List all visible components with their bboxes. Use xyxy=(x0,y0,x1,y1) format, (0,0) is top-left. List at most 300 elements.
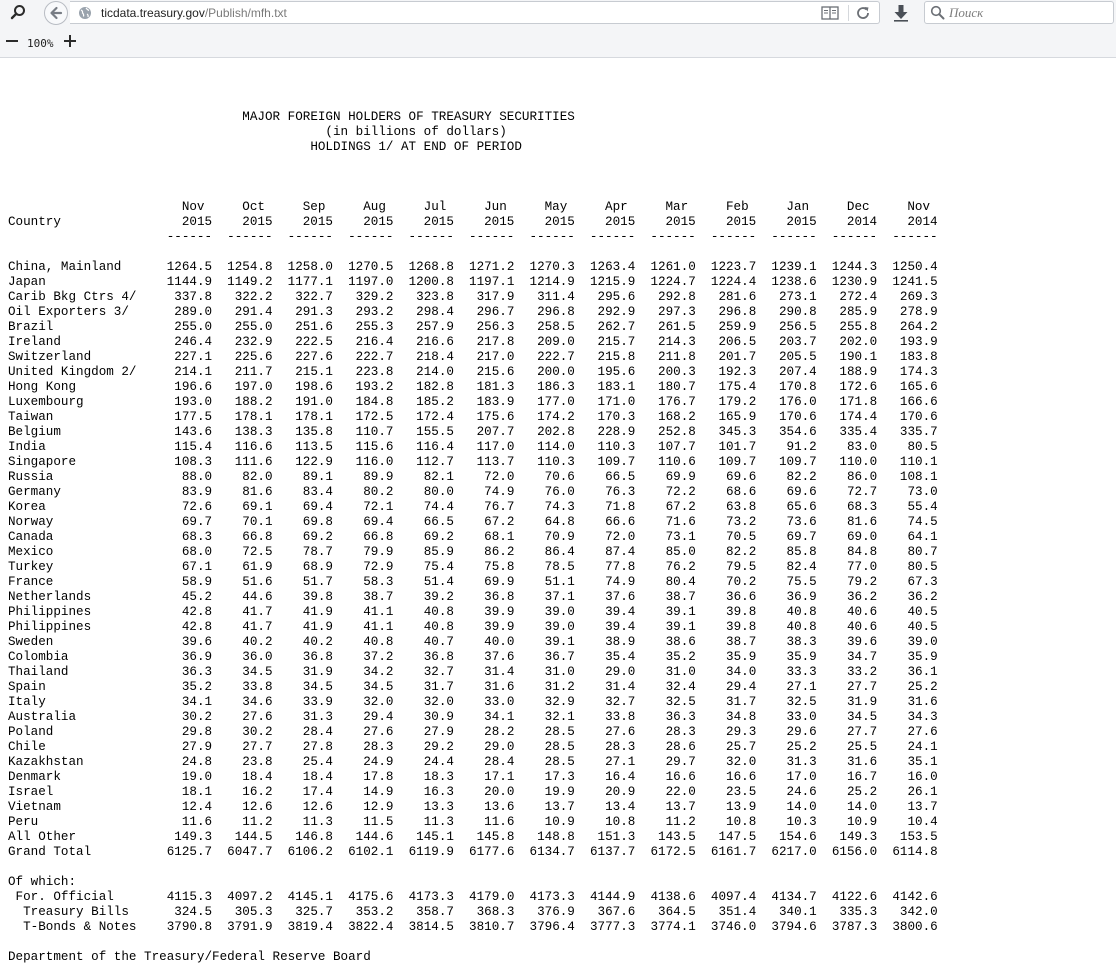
row-country: Ireland xyxy=(8,335,152,349)
table-row xyxy=(8,425,938,439)
row-value: 215.1 xyxy=(272,365,333,379)
row-value: 10.9 xyxy=(514,815,575,829)
magnifier-icon xyxy=(930,5,945,20)
row-value: 335.7 xyxy=(877,425,938,439)
row-value: 40.8 xyxy=(756,620,817,634)
row-value: 10.3 xyxy=(756,815,817,829)
row-value: 170.3 xyxy=(574,410,636,424)
row-value: 1149.2 xyxy=(212,275,273,289)
row-value: 70.1 xyxy=(212,515,273,529)
doc-subtitle-pad xyxy=(8,125,325,139)
row-value: 148.8 xyxy=(514,830,575,844)
table-row xyxy=(8,290,938,304)
row-value: 149.3 xyxy=(816,830,878,844)
row-value: 354.6 xyxy=(756,425,817,439)
row-value: 345.3 xyxy=(695,425,757,439)
sub-row-value: 3791.9 xyxy=(212,920,273,934)
row-value: 16.6 xyxy=(695,770,757,784)
row-value: 215.6 xyxy=(453,365,515,379)
row-value: 36.9 xyxy=(151,650,213,664)
row-value: 110.7 xyxy=(333,425,394,439)
row-value: 251.6 xyxy=(272,320,333,334)
row-value: 40.8 xyxy=(333,635,394,649)
row-value: 24.8 xyxy=(151,755,213,769)
row-value: 17.0 xyxy=(756,770,817,784)
row-value: 28.6 xyxy=(635,740,696,754)
row-country: Canada xyxy=(8,530,152,544)
row-value: 255.3 xyxy=(333,320,394,334)
row-value: 25.2 xyxy=(877,680,938,694)
doc-title-pad xyxy=(8,110,242,124)
row-value: 25.4 xyxy=(272,755,333,769)
row-value: 116.6 xyxy=(212,440,273,454)
row-value: 16.2 xyxy=(212,785,273,799)
row-value: 1200.8 xyxy=(393,275,454,289)
table-row xyxy=(8,260,938,274)
row-value: 36.2 xyxy=(816,590,878,604)
row-value: 76.7 xyxy=(453,500,515,514)
row-value: 1270.5 xyxy=(333,260,394,274)
row-value: 14.0 xyxy=(816,800,878,814)
row-value: 80.4 xyxy=(635,575,696,589)
row-value: 40.2 xyxy=(272,635,333,649)
row-value: 79.9 xyxy=(333,545,394,559)
row-value: 34.8 xyxy=(695,710,757,724)
row-value: 26.1 xyxy=(877,785,938,799)
table-row xyxy=(8,515,938,529)
row-value: 70.5 xyxy=(695,530,757,544)
row-value: 110.3 xyxy=(574,440,636,454)
row-value: 68.0 xyxy=(151,545,213,559)
table-row xyxy=(8,725,938,739)
row-value: 1239.1 xyxy=(756,260,817,274)
row-value: 69.4 xyxy=(272,500,333,514)
row-value: 1224.7 xyxy=(635,275,696,289)
back-button[interactable] xyxy=(44,1,68,25)
row-value: 175.4 xyxy=(695,380,757,394)
sub-row-value: 3814.5 xyxy=(393,920,454,934)
row-value: 80.0 xyxy=(393,485,454,499)
search-bar[interactable] xyxy=(924,1,1114,24)
row-value: 13.4 xyxy=(574,800,636,814)
row-country: Switzerland xyxy=(8,350,152,364)
row-value: 23.8 xyxy=(212,755,273,769)
row-value: 34.5 xyxy=(272,680,333,694)
row-value: 83.4 xyxy=(272,485,333,499)
row-value: 35.9 xyxy=(695,650,757,664)
row-value: 39.9 xyxy=(453,605,515,619)
row-value: 317.9 xyxy=(453,290,515,304)
sub-row xyxy=(8,920,938,934)
row-value: 6217.0 xyxy=(756,845,817,859)
row-value: 185.2 xyxy=(393,395,454,409)
row-value: 24.1 xyxy=(877,740,938,754)
row-value: 1230.9 xyxy=(816,275,878,289)
row-value: 11.2 xyxy=(212,815,273,829)
row-value: 14.0 xyxy=(756,800,817,814)
row-value: 200.3 xyxy=(635,365,696,379)
row-value: 6119.9 xyxy=(393,845,454,859)
row-value: 113.7 xyxy=(453,455,515,469)
sub-row-value: 342.0 xyxy=(877,905,938,919)
row-value: 34.7 xyxy=(816,650,878,664)
row-value: 38.7 xyxy=(635,590,696,604)
row-value: 298.4 xyxy=(393,305,454,319)
row-value: 170.6 xyxy=(756,410,817,424)
row-value: 116.4 xyxy=(393,440,454,454)
row-value: 40.8 xyxy=(393,620,454,634)
row-value: 186.3 xyxy=(514,380,575,394)
row-value: 78.7 xyxy=(272,545,333,559)
row-country: Vietnam xyxy=(8,800,152,814)
row-value: 176.7 xyxy=(635,395,696,409)
footer-text: Department of the Treasury/Federal Reserve Board xyxy=(8,950,371,964)
row-value: 35.9 xyxy=(877,650,938,664)
zoom-level[interactable]: 100% xyxy=(27,37,54,50)
row-value: 89.1 xyxy=(272,470,333,484)
sub-row-value: 364.5 xyxy=(635,905,696,919)
row-value: 69.9 xyxy=(453,575,515,589)
row-value: 30.2 xyxy=(151,710,213,724)
row-value: 28.5 xyxy=(514,740,575,754)
row-value: 172.4 xyxy=(393,410,454,424)
table-row xyxy=(8,500,938,514)
row-value: 176.0 xyxy=(756,395,817,409)
row-value: 39.6 xyxy=(816,635,878,649)
row-value: 29.3 xyxy=(695,725,757,739)
row-value: 188.2 xyxy=(212,395,273,409)
row-country: Germany xyxy=(8,485,152,499)
row-value: 110.3 xyxy=(514,455,575,469)
table-row xyxy=(8,695,938,709)
row-value: 19.9 xyxy=(514,785,575,799)
row-value: 16.7 xyxy=(816,770,878,784)
row-value: 27.6 xyxy=(877,725,938,739)
row-value: 227.1 xyxy=(151,350,213,364)
row-value: 38.3 xyxy=(756,635,817,649)
row-value: 40.6 xyxy=(816,605,878,619)
row-value: 110.0 xyxy=(816,455,878,469)
row-value: 68.1 xyxy=(453,530,515,544)
row-value: 1263.4 xyxy=(574,260,636,274)
row-value: 39.1 xyxy=(635,620,696,634)
row-value: 41.1 xyxy=(333,620,394,634)
row-value: 40.5 xyxy=(877,620,938,634)
sub-row-value: 4134.7 xyxy=(756,890,817,904)
row-value: 74.9 xyxy=(574,575,636,589)
row-value: 11.3 xyxy=(272,815,333,829)
row-value: 39.1 xyxy=(514,635,575,649)
row-value: 135.8 xyxy=(272,425,333,439)
row-value: 1264.5 xyxy=(151,260,213,274)
table-row xyxy=(8,710,938,724)
table-row xyxy=(8,740,938,754)
row-value: 295.6 xyxy=(574,290,636,304)
row-value: 296.8 xyxy=(695,305,757,319)
row-value: 33.0 xyxy=(453,695,515,709)
row-value: 28.4 xyxy=(453,755,515,769)
row-value: 222.7 xyxy=(514,350,575,364)
row-value: 29.4 xyxy=(695,680,757,694)
row-value: 67.2 xyxy=(453,515,515,529)
row-value: 20.9 xyxy=(574,785,636,799)
row-value: 74.4 xyxy=(393,500,454,514)
row-value: 80.5 xyxy=(877,440,938,454)
zoom-in-button[interactable] xyxy=(64,35,76,47)
row-country: Luxembourg xyxy=(8,395,152,409)
row-value: 165.6 xyxy=(877,380,938,394)
row-value: 180.7 xyxy=(635,380,696,394)
row-value: 6125.7 xyxy=(151,845,213,859)
row-value: 27.6 xyxy=(333,725,394,739)
row-country: Carib Bkg Ctrs 4/ xyxy=(8,290,152,304)
url-separator xyxy=(848,5,849,21)
row-value: 198.6 xyxy=(272,380,333,394)
row-value: 73.6 xyxy=(756,515,817,529)
sub-row xyxy=(8,905,938,919)
row-value: 6106.2 xyxy=(272,845,333,859)
row-value: 37.1 xyxy=(514,590,575,604)
row-value: 18.4 xyxy=(212,770,273,784)
row-value: 82.1 xyxy=(393,470,454,484)
row-value: 10.8 xyxy=(695,815,757,829)
row-value: 32.7 xyxy=(393,665,454,679)
row-value: 86.4 xyxy=(514,545,575,559)
row-value: 35.1 xyxy=(877,755,938,769)
row-value: 222.7 xyxy=(333,350,394,364)
row-value: 78.5 xyxy=(514,560,575,574)
row-value: 107.7 xyxy=(635,440,696,454)
row-value: 68.3 xyxy=(151,530,213,544)
download-icon[interactable] xyxy=(892,4,910,22)
row-value: 6156.0 xyxy=(816,845,878,859)
row-value: 70.9 xyxy=(514,530,575,544)
row-value: 34.3 xyxy=(877,710,938,724)
url-text[interactable] xyxy=(101,6,287,20)
reader-view-icon[interactable] xyxy=(821,5,839,21)
row-value: 39.6 xyxy=(151,635,213,649)
sub-row-value: 358.7 xyxy=(393,905,454,919)
row-value: 39.8 xyxy=(272,590,333,604)
row-value: 85.9 xyxy=(393,545,454,559)
row-value: 69.2 xyxy=(272,530,333,544)
sub-row-value: 4173.3 xyxy=(514,890,575,904)
row-value: 33.8 xyxy=(574,710,636,724)
row-value: 27.7 xyxy=(816,680,878,694)
row-value: 42.8 xyxy=(151,605,213,619)
row-value: 322.2 xyxy=(212,290,273,304)
sub-row-value: 3787.3 xyxy=(816,920,878,934)
row-country: China, Mainland xyxy=(8,260,152,274)
row-value: 183.9 xyxy=(453,395,515,409)
row-value: 223.8 xyxy=(333,365,394,379)
sub-row-value: 340.1 xyxy=(756,905,817,919)
row-value: 63.8 xyxy=(695,500,757,514)
row-value: 27.9 xyxy=(151,740,213,754)
row-value: 1238.6 xyxy=(756,275,817,289)
row-value: 269.3 xyxy=(877,290,938,304)
row-value: 66.5 xyxy=(393,515,454,529)
row-value: 65.6 xyxy=(756,500,817,514)
row-value: 39.8 xyxy=(695,605,757,619)
row-country: Colombia xyxy=(8,650,152,664)
browser-toolbar xyxy=(0,0,1116,26)
row-value: 76.3 xyxy=(574,485,636,499)
row-country: Israel xyxy=(8,785,152,799)
row-value: 36.2 xyxy=(877,590,938,604)
row-value: 19.0 xyxy=(151,770,213,784)
row-value: 55.4 xyxy=(877,500,938,514)
row-value: 31.9 xyxy=(816,695,878,709)
table-row xyxy=(8,575,938,589)
reload-icon[interactable] xyxy=(855,5,871,21)
row-value: 165.9 xyxy=(695,410,757,424)
row-value: 31.6 xyxy=(877,695,938,709)
row-value: 30.2 xyxy=(212,725,273,739)
row-value: 214.3 xyxy=(635,335,696,349)
table-row xyxy=(8,470,938,484)
row-value: 329.2 xyxy=(333,290,394,304)
row-value: 155.5 xyxy=(393,425,454,439)
row-value: 1241.5 xyxy=(877,275,938,289)
row-value: 28.5 xyxy=(514,755,575,769)
row-value: 36.9 xyxy=(756,590,817,604)
zoom-bar xyxy=(0,26,1116,58)
row-value: 272.4 xyxy=(816,290,878,304)
sub-row-value: 305.3 xyxy=(212,905,273,919)
row-value: 170.8 xyxy=(756,380,817,394)
arrow-left-icon xyxy=(48,5,64,21)
row-value: 20.0 xyxy=(453,785,515,799)
row-value: 31.6 xyxy=(453,680,515,694)
row-value: 29.6 xyxy=(756,725,817,739)
sub-row-value: 4142.6 xyxy=(877,890,938,904)
row-value: 39.4 xyxy=(574,620,636,634)
treasury-text-document xyxy=(8,110,938,965)
row-country: Australia xyxy=(8,710,152,724)
search-input[interactable] xyxy=(949,4,1105,21)
sub-row-value: 325.7 xyxy=(272,905,333,919)
table-row xyxy=(8,455,938,469)
row-value: 110.6 xyxy=(635,455,696,469)
row-value: 72.0 xyxy=(453,470,515,484)
row-value: 27.7 xyxy=(816,725,878,739)
table-row xyxy=(8,335,938,349)
row-value: 6137.7 xyxy=(574,845,636,859)
row-value: 39.4 xyxy=(574,605,636,619)
row-value: 217.0 xyxy=(453,350,515,364)
row-value: 202.0 xyxy=(816,335,878,349)
row-country: Italy xyxy=(8,695,152,709)
row-value: 29.4 xyxy=(333,710,394,724)
row-value: 31.6 xyxy=(816,755,878,769)
row-value: 33.3 xyxy=(756,665,817,679)
table-row xyxy=(8,365,938,379)
sub-row-value: 4115.3 xyxy=(151,890,213,904)
row-value: 24.9 xyxy=(333,755,394,769)
row-value: 42.8 xyxy=(151,620,213,634)
row-value: 76.0 xyxy=(514,485,575,499)
row-value: 201.7 xyxy=(695,350,757,364)
row-value: 51.1 xyxy=(514,575,575,589)
row-value: 40.6 xyxy=(816,620,878,634)
row-value: 1223.7 xyxy=(695,260,757,274)
sub-row-value: 353.2 xyxy=(333,905,394,919)
row-value: 35.2 xyxy=(635,650,696,664)
row-value: 82.2 xyxy=(756,470,817,484)
row-value: 72.6 xyxy=(151,500,213,514)
row-value: 28.3 xyxy=(333,740,394,754)
zoom-out-button[interactable] xyxy=(6,35,18,47)
row-value: 10.4 xyxy=(877,815,938,829)
row-value: 17.4 xyxy=(272,785,333,799)
table-row xyxy=(8,545,938,559)
row-value: 6114.8 xyxy=(877,845,938,859)
row-value: 87.4 xyxy=(574,545,636,559)
row-value: 11.3 xyxy=(393,815,454,829)
doc-subtitle: (in billions of dollars) xyxy=(325,125,507,139)
address-bar[interactable] xyxy=(70,1,880,24)
row-value: 33.0 xyxy=(756,710,817,724)
table-row xyxy=(8,395,938,409)
row-value: 34.1 xyxy=(453,710,515,724)
row-value: 297.3 xyxy=(635,305,696,319)
row-value: 74.3 xyxy=(514,500,575,514)
row-value: 256.5 xyxy=(756,320,817,334)
row-value: 36.8 xyxy=(453,590,515,604)
table-row xyxy=(8,305,938,319)
row-value: 85.0 xyxy=(635,545,696,559)
row-value: 149.3 xyxy=(151,830,213,844)
row-value: 174.2 xyxy=(514,410,575,424)
row-value: 30.9 xyxy=(393,710,454,724)
row-value: 255.0 xyxy=(151,320,213,334)
row-value: 64.8 xyxy=(514,515,575,529)
row-value: 86.2 xyxy=(453,545,515,559)
row-value: 117.0 xyxy=(453,440,515,454)
row-value: 33.2 xyxy=(816,665,878,679)
row-value: 11.2 xyxy=(635,815,696,829)
row-value: 322.7 xyxy=(272,290,333,304)
row-value: 37.6 xyxy=(453,650,515,664)
row-value: 115.6 xyxy=(333,440,394,454)
row-value: 73.0 xyxy=(877,485,938,499)
row-value: 41.9 xyxy=(272,605,333,619)
row-value: 82.2 xyxy=(695,545,757,559)
row-value: 67.1 xyxy=(151,560,213,574)
row-country: Philippines xyxy=(8,620,152,634)
row-value: 69.1 xyxy=(212,500,273,514)
row-value: 34.5 xyxy=(212,665,273,679)
sub-row xyxy=(8,890,938,904)
row-value: 184.8 xyxy=(333,395,394,409)
row-country: Kazakhstan xyxy=(8,755,152,769)
sub-row-value: 3774.1 xyxy=(635,920,696,934)
row-value: 69.6 xyxy=(756,485,817,499)
table-row xyxy=(8,830,938,844)
sub-row-value: 4145.1 xyxy=(272,890,333,904)
row-value: 34.5 xyxy=(816,710,878,724)
row-value: 143.6 xyxy=(151,425,213,439)
row-value: 1214.9 xyxy=(514,275,575,289)
row-value: 32.5 xyxy=(756,695,817,709)
table-row xyxy=(8,380,938,394)
table-row xyxy=(8,770,938,784)
row-value: 80.5 xyxy=(877,560,938,574)
row-value: 27.7 xyxy=(212,740,273,754)
row-value: 31.0 xyxy=(514,665,575,679)
search-icon[interactable] xyxy=(10,4,26,20)
